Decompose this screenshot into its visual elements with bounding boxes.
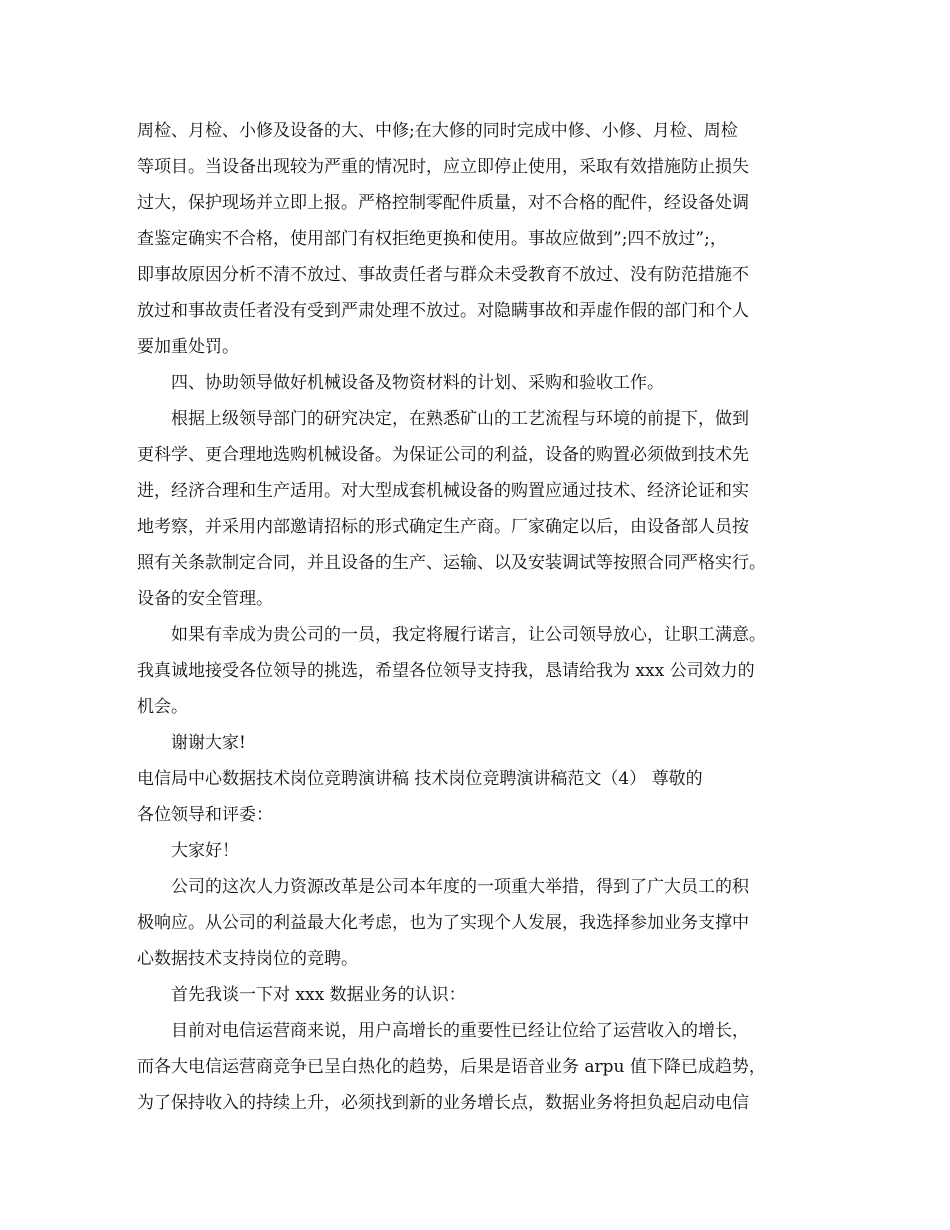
text-line: 更科学、更合理地选购机械设备。为保证公司的利益，设备的购置必须做到技术先 [137,445,749,465]
text-line: 进，经济合理和生产适用。对大型成套机械设备的购置应通过技术、经济论证和实 [137,481,749,501]
text-line: 谢谢大家! [171,733,246,753]
text-line: 照有关条款制定合同，并且设备的生产、运输、以及安装调试等按照合同严格实行。 [137,553,766,573]
text-line: 放过和事故责任者没有受到严肃处理不放过。对隐瞒事故和弄虚作假的部门和个人 [137,301,749,321]
text-line: 为了保持收入的持续上升，必须找到新的业务增长点，数据业务将担负起启动电信 [137,1093,749,1113]
text-line: 机会。 [137,697,188,717]
text-line: 极响应。从公司的利益最大化考虑，也为了实现个人发展，我选择参加业务支撑中 [137,913,749,933]
text-line: 要加重处罚。 [137,337,239,357]
text-line: 心数据技术支持岗位的竞聘。 [137,949,358,969]
text-line: 设备的安全管理。 [137,589,273,609]
text-line: 即事故原因分析不清不放过、事故责任者与群众未受教育不放过、没有防范措施不 [137,265,749,285]
text-line: 如果有幸成为贵公司的一员，我定将履行诺言，让公司领导放心，让职工满意。 [171,625,766,645]
salutation-line: 各位领导和评委： [137,805,273,825]
section-heading: 四、协助领导做好机械设备及物资材料的计划、采购和验收工作。 [171,373,664,393]
text-line: 目前对电信运营商来说，用户高增长的重要性已经让位给了运营收入的增长， [171,1021,749,1041]
text-line: 过大，保护现场并立即上报。严格控制零配件质量，对不合格的配件，经设备处调 [137,193,749,213]
text-line: 而各大电信运营商竞争已呈白热化的趋势，后果是语音业务 arpu 值下降已成趋势， [137,1057,766,1077]
document-title-line: 电信局中心数据技术岗位竞聘演讲稿 技术岗位竞聘演讲稿范文（4） 尊敬的 [137,769,703,789]
text-line: 我真诚地接受各位领导的挑选，希望各位领导支持我，恳请给我为 xxx 公司效力的 [137,661,755,681]
greeting-line: 大家好！ [171,841,239,861]
text-line: 等项目。当设备出现较为严重的情况时，应立即停止使用，采取有效措施防止损失 [137,157,749,177]
text-line: 公司的这次人力资源改革是公司本年度的一项重大举措，得到了广大员工的积 [171,877,749,897]
text-line: 根据上级领导部门的研究决定，在熟悉矿山的工艺流程与环境的前提下，做到 [171,409,749,429]
text-line: 首先我谈一下对 xxx 数据业务的认识： [171,985,466,1005]
text-line: 地考察，并采用内部邀请招标的形式确定生产商。厂家确定以后，由设备部人员按 [137,517,749,537]
text-line: 周检、月检、小修及设备的大、中修;在大修的同时完成中修、小修、月检、周检 [137,121,738,141]
text-line: 查鉴定确实不合格，使用部门有权拒绝更换和使用。事故应做到”;四不放过”;， [137,229,727,249]
